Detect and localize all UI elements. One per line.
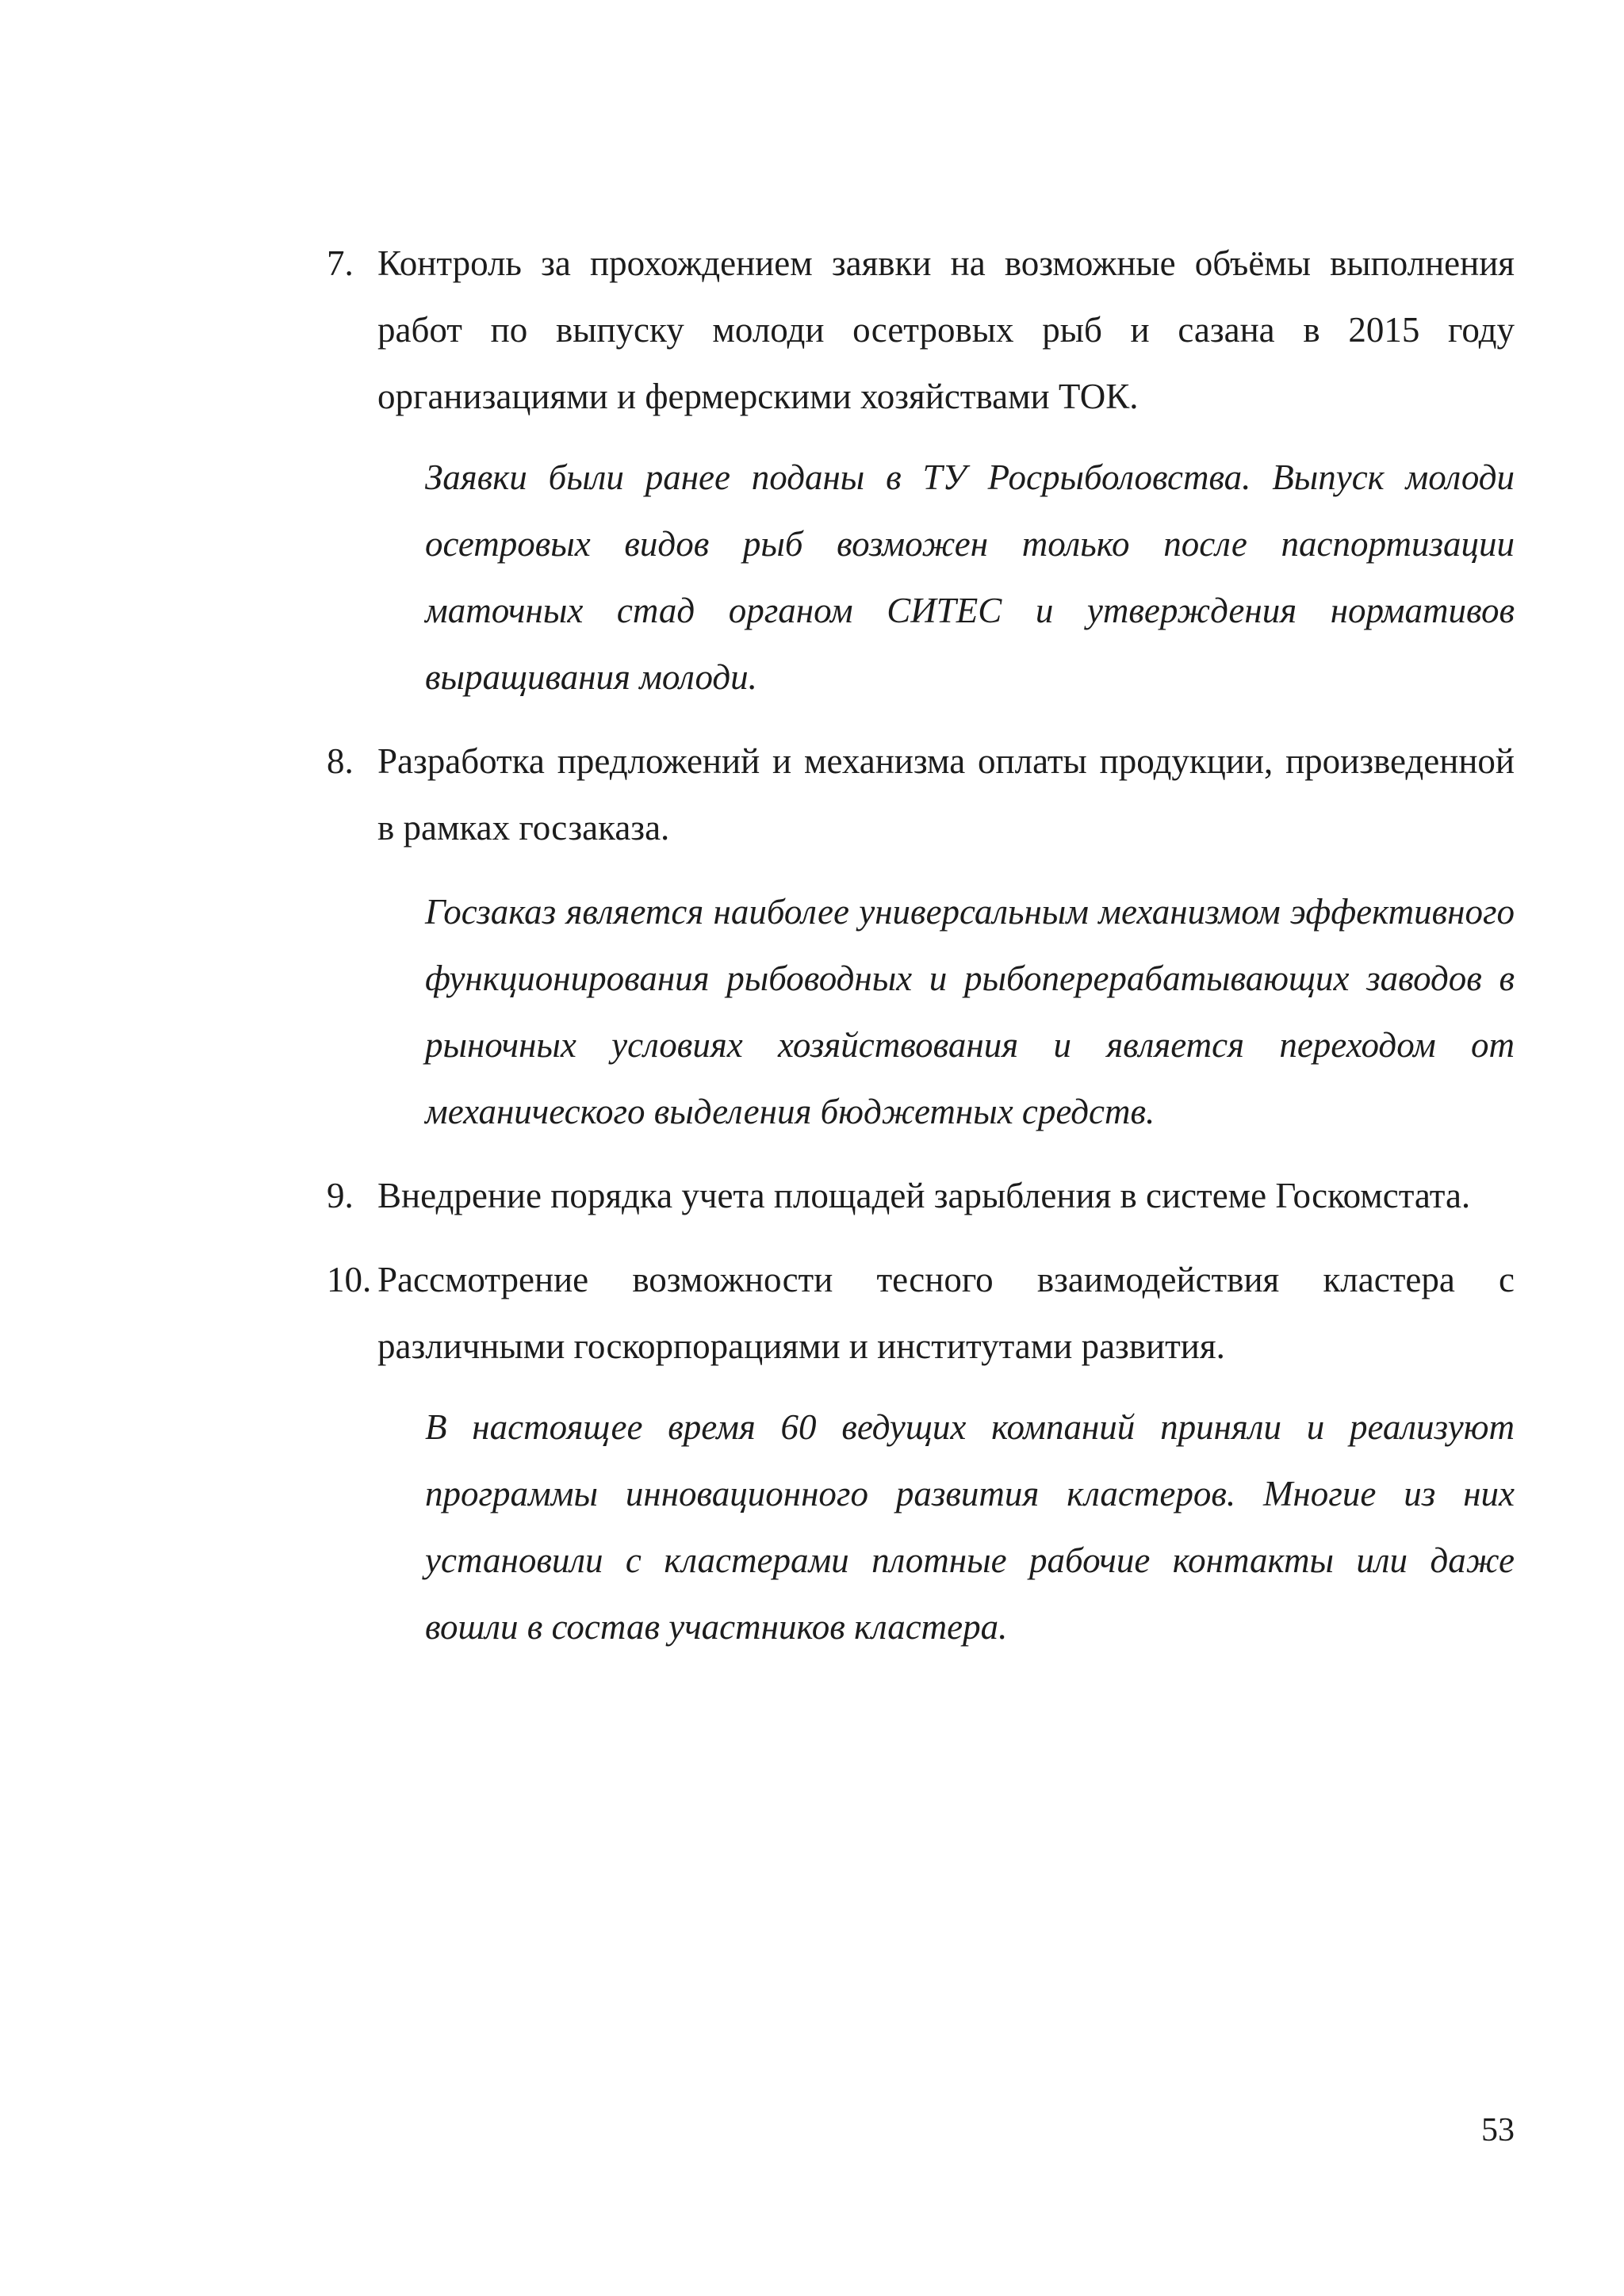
list-item-text: Контроль за прохождением заявки на возможные объёмы выполнения работ по выпуску молоди осетровых рыб и сазана в 2015 году организациями и фермерскими хозяйствами ТОК. bbox=[377, 243, 1515, 416]
list-item-number: 7. bbox=[327, 243, 354, 283]
list-item-text: Рассмотрение возможности тесного взаимодействия кластера с различными госкорпорациями и институтами развития. bbox=[377, 1260, 1515, 1366]
list-item-number: 9. bbox=[327, 1176, 354, 1215]
list-item-8 bbox=[327, 728, 1515, 861]
list-item-note: В настоящее время 60 ведущих компаний приняли и реализуют программы инновационного развития кластеров. Многие из них установили с кластерами плотные рабочие контакты или даже вошли в состав участников кластера. bbox=[425, 1407, 1515, 1647]
list-item-note: Заявки были ранее поданы в ТУ Росрыболовства. Выпуск молоди осетровых видов рыб возможен только после паспортизации маточных стад органом СИТЕС и утверждения нормативов выращивания молоди. bbox=[425, 457, 1515, 697]
page-number: 53 bbox=[1481, 2112, 1515, 2149]
list-item-9 bbox=[327, 1162, 1515, 1229]
list-item-note: Госзаказ является наиболее универсальным механизмом эффективного функционирования рыбоводных и рыбоперерабатывающих заводов в рыночных условиях хозяйствования и является переходом от механического выделения бюджетных средств. bbox=[425, 892, 1515, 1131]
list-item-text: Разработка предложений и механизма оплаты продукции, произведенной в рамках госзаказа. bbox=[377, 741, 1515, 848]
page-content bbox=[327, 230, 1515, 1660]
list-item-10 bbox=[327, 1246, 1515, 1380]
list-item-number: 10. bbox=[327, 1260, 372, 1299]
list-item-7 bbox=[327, 230, 1515, 430]
list-item-number: 8. bbox=[327, 741, 354, 781]
list-item-text: Внедрение порядка учета площадей зарыбления в системе Госкомстата. bbox=[377, 1176, 1471, 1215]
